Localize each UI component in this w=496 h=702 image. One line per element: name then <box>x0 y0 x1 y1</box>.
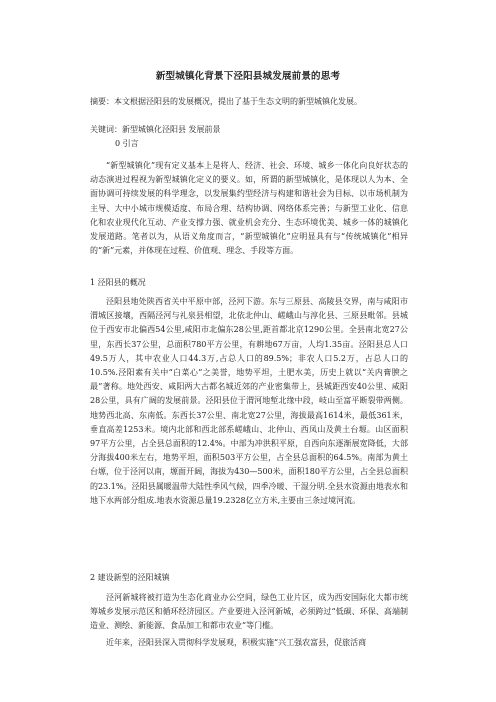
section-1-paragraph: 泾阳县地处陕西省关中平原中部，泾河下游。东与三原县、高陵县交界，南与咸阳市渭城区接壤，西隔泾河与礼泉县相望，北依北仲山、嵯峨山与淳化县、三原县毗邻。县城位于西安市北偏西54公里,咸阳市北偏东28公里,距首都北京1290公里。全县南北宽27公里，东西长37公里，总面积780平方公里，有耕地67万亩，人均1.35亩。泾阳县总人口49.5万人，其中农业人口44.3万,占总人口的89.5%；非农人口5.2万，占总人口的10.5%.泾阳素有关中“白菜心”之美誉，地势平坦，土肥水美，历史上就以“关内膏腴之最”著称。地处西安、咸阳两大古都名城近郊的产业密集带上，县城距西安40公里、咸阳28公里，具有广阔的发展前景。泾阳县位于渭河地堑北缘中段，岐山至富平断裂带两侧。地势西北高、东南低。东西长37公里、南北宽27公里，海拔最高1614米，最低361米，垂直高差1253米。境内北部和西北部系嵯峨山、北仲山、西凤山及黄土台塬。山区面积97平方公里，占全县总面积的12.4%。中部为冲洪积平原，自西向东逐渐展宽降低，大部分海拔400米左右，地势平坦，面积503平方公里，占全县总面积的64.5%。南部为黄土台塬，位于泾河以南，塬面开阔，海拔为430—500米，面积180平方公里，占全县总面积的23.1%。泾阳县属暖温带大陆性季风气候，四季冷暖、干湿分明.全县水资源由地表水和地下水两部分组成.地表水资源总量19.2328亿立方米,主要由三条过境河流。 <box>90 297 408 505</box>
document-title: 新型城镇化背景下泾阳县城发展前景的思考 <box>155 71 341 82</box>
section-0-heading: 0 引言 <box>115 139 139 148</box>
section-2-paragraph-2: 近年来，泾阳县深入贯彻科学发展观，积极实施“兴工强农富县，促旅活商 <box>106 638 367 647</box>
keywords: 关键词：新型城镇化泾阳县 发展前景 <box>90 125 221 134</box>
section-2-paragraph: 泾河新城将被打造为生态化商业办公空间，绿色工业片区，成为西安国际化大都市统筹城乡发展示范区和循环经济园区。产业要进入泾河新城，必须跨过“低碳、环保、高端制造业、测绘、新能源、食品加工和都市农业”等门槛。 <box>90 593 408 631</box>
section-2-heading: 2 建设新型的泾阳城镇 <box>90 573 170 582</box>
section-0-paragraph: “新型城镇化”现有定义基本上是将人、经济、社会、环境、城乡一体化向良好状态的动态演进过程视为新型城镇化定义的要义。如，所谓的新型城镇化，是体现以人为本、全面协调可持续发展的科学理念，以发展集约型经济与构建和谐社会为目标、以市场机制为主导、大中小城市规模适度、布局合理、结构协调、网络体系完善；与新型工业化、信息化和农业现代化互动、产业支撑力强、就业机会充分、生态环境优美、城乡一体的城镇化发展道路。笔者以为，从语义角度而言，“新型城镇化”应明显具有与“传统城镇化”相异的“新”元素，并体现在过程、价值观、理念、手段等方面。 <box>90 161 408 256</box>
abstract: 摘要：本文根据泾阳县的发展概况，提出了基于生态文明的新型城镇化发展。 <box>90 97 362 106</box>
section-1-heading: 1 泾阳县的概况 <box>90 278 146 287</box>
